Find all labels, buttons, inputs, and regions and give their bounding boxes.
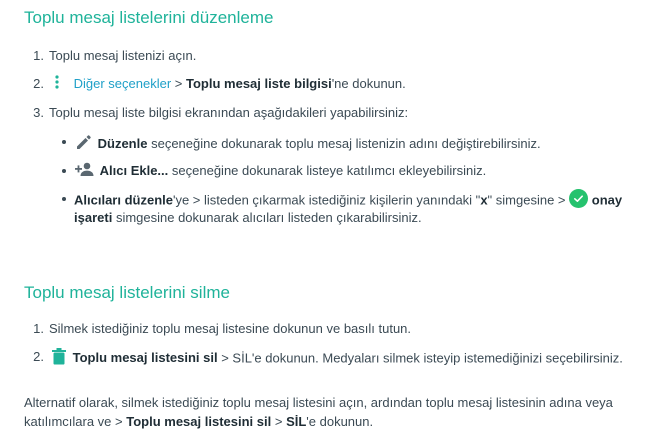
sub-item-remove-cont: işareti simgesine dokunarak alıcıları listeden çıkarabilirsiniz. [74, 210, 422, 225]
delete-step-1: 1. Silmek istediğiniz toplu mesaj listesine dokunun ve basılı tutun. [33, 321, 412, 336]
sub-item-edit: Düzenle seçeneğine dokunarak toplu mesaj listenizin adını değiştirebilirsiniz. [74, 132, 541, 157]
bullet-marker [62, 169, 66, 173]
alternative-paragraph-line-1: Alternatif olarak, silmek istediğiniz toplu mesaj listesini açın, ardından toplu mesaj listesinin adına veya [24, 395, 613, 410]
check-circle-icon [569, 189, 588, 213]
alternative-paragraph-line-2: katılımcılara ve > Toplu mesaj listesini sil > SİL'e dokunun. [24, 414, 374, 429]
sub-item-add: Alıcı Ekle... seçeneğine dokunarak listeye katılımcı ekleyebilirsiniz. [74, 161, 486, 182]
section-title-edit: Toplu mesaj listelerini düzenleme [24, 8, 274, 27]
bullet-marker [62, 197, 66, 201]
trash-icon [52, 348, 66, 370]
sub-item-remove: Alıcıları düzenle'ye > listeden çıkarmak istediğiniz kişilerin yanındaki "x" simgesine > onay [74, 189, 622, 213]
step-2: 2. Diğer seçenekler > Toplu mesaj liste bilgisi'ne dokunun. [30, 75, 406, 94]
bullet-marker [62, 140, 66, 144]
more-vert-icon [54, 75, 60, 94]
delete-step-2: 2. Toplu mesaj listesini sil > SİL'e dokunun. Medyaları silmek isteyip istemediğinizi seçebilirsiniz. [30, 348, 623, 370]
add-person-icon [74, 161, 96, 182]
step-3: 3. Toplu mesaj liste bilgisi ekranından aşağıdakileri yapabilirsiniz: [33, 105, 409, 120]
more-options-link[interactable]: Diğer seçenekler [73, 76, 172, 91]
section-title-delete: Toplu mesaj listelerini silme [24, 283, 230, 302]
step-1: 1. Toplu mesaj listenizi açın. [33, 48, 197, 63]
edit-pencil-icon [74, 132, 94, 157]
